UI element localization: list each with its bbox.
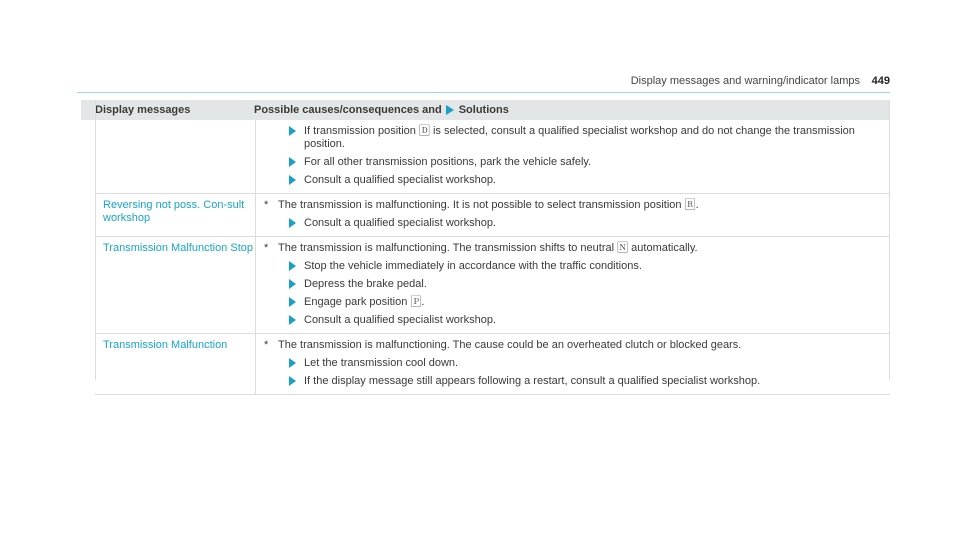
solution-step	[256, 357, 890, 370]
line-text: Consult a qualified specialist workshop.	[304, 174, 496, 186]
line-text: Let the transmission cool down.	[304, 357, 459, 369]
solution-step	[256, 174, 890, 187]
solution-step	[256, 156, 890, 169]
line-text: If the display message still appears following a restart, consult a qualified specialist workshop.	[304, 375, 761, 387]
header-causes-solutions	[242, 104, 509, 116]
asterisk-icon: *	[264, 199, 269, 211]
table-row	[95, 194, 890, 237]
page-title: Display messages and warning/indicator lamps	[630, 75, 860, 87]
solution-step	[256, 260, 890, 273]
cause-text	[256, 339, 890, 352]
solutions-cell	[255, 334, 890, 394]
table-header	[81, 100, 890, 120]
header-solutions-label: Solutions	[458, 104, 509, 116]
solutions-cell	[255, 120, 890, 193]
arrow-bullet-icon	[289, 358, 296, 368]
cause-text	[256, 199, 890, 212]
header-display-messages: Display messages	[95, 104, 191, 116]
display-message: Transmission Malfunction	[103, 339, 228, 351]
page-number: 449	[871, 75, 890, 87]
asterisk-icon: *	[264, 242, 269, 254]
line-text: Engage park position 🄿.	[304, 296, 425, 308]
display-message	[95, 120, 255, 193]
line-text: Consult a qualified specialist workshop.	[304, 314, 496, 326]
table-row	[95, 237, 890, 334]
solution-step	[256, 217, 890, 230]
solutions-cell	[255, 194, 890, 236]
line-text: Depress the brake pedal.	[304, 278, 427, 290]
arrow-bullet-icon	[289, 297, 296, 307]
arrow-bullet-icon	[289, 126, 296, 136]
line-text: The transmission is malfunctioning. The transmission shifts to neutral 🄽 automatically.	[278, 242, 698, 254]
solution-step	[256, 125, 890, 151]
arrow-bullet-icon	[289, 175, 296, 185]
line-text: The transmission is malfunctioning. The cause could be an overheated clutch or blocked gears.	[278, 339, 742, 351]
line-text: Consult a qualified specialist workshop.	[304, 217, 496, 229]
line-text: The transmission is malfunctioning. It is not possible to select transmission position 🅁.	[278, 199, 699, 211]
line-text: If transmission position 🄳 is selected, consult a qualified specialist workshop and do not change the transmission position.	[304, 125, 855, 150]
arrow-right-icon	[446, 105, 454, 115]
solution-step	[256, 296, 890, 309]
arrow-bullet-icon	[289, 261, 296, 271]
table-row	[95, 334, 890, 395]
asterisk-icon: *	[264, 339, 269, 351]
line-text: Stop the vehicle immediately in accordance with the traffic conditions.	[304, 260, 642, 272]
display-message: Transmission Malfunction Stop	[103, 242, 253, 254]
page-header	[77, 72, 890, 93]
solution-step	[256, 278, 890, 291]
solutions-cell	[255, 237, 890, 333]
messages-table	[95, 120, 890, 395]
solution-step	[256, 375, 890, 388]
solution-step	[256, 314, 890, 327]
line-text: For all other transmission positions, park the vehicle safely.	[304, 156, 592, 168]
header-causes-label: Possible causes/consequences and	[254, 104, 442, 116]
arrow-bullet-icon	[289, 279, 296, 289]
arrow-bullet-icon	[289, 376, 296, 386]
display-message: Reversing not poss. Con-sult workshop	[103, 199, 245, 224]
table-row	[95, 120, 890, 194]
arrow-bullet-icon	[289, 315, 296, 325]
cause-text	[256, 242, 890, 255]
arrow-bullet-icon	[289, 218, 296, 228]
arrow-bullet-icon	[289, 157, 296, 167]
